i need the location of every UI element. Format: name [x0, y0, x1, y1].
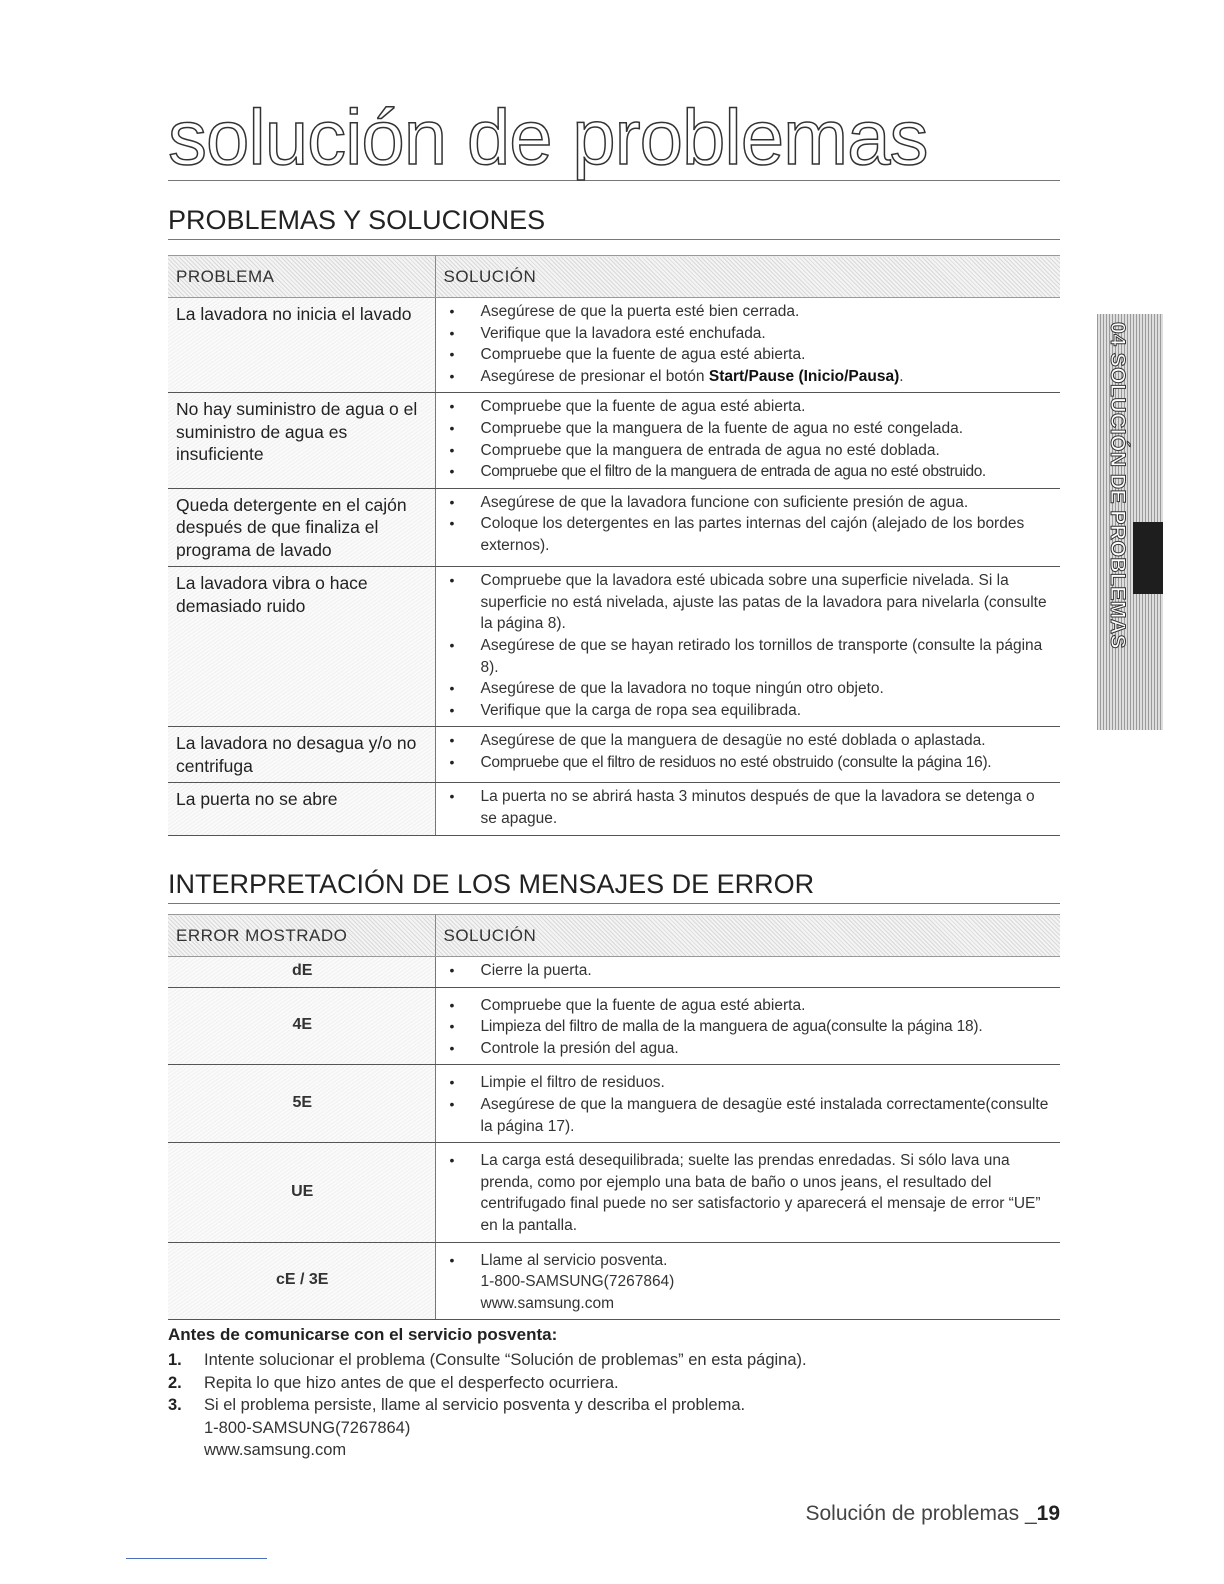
solution-text: Asegúrese de presionar el botón	[480, 367, 709, 385]
solution-item: • Limpie el filtro de residuos.	[444, 1072, 1055, 1094]
error-code: cE / 3E	[168, 1242, 435, 1320]
table-row	[168, 987, 1060, 1065]
table-row	[168, 1242, 1060, 1320]
table-row	[168, 783, 1060, 835]
table-row	[168, 393, 1060, 488]
before-service-section	[168, 1325, 1060, 1462]
problems-table	[168, 255, 1060, 836]
error-code: UE	[168, 1143, 435, 1242]
step-text: Repita lo que hizo antes de que el desperfecto ocurriera.	[204, 1373, 619, 1392]
header-error: ERROR MOSTRADO	[168, 915, 435, 957]
table-row	[168, 298, 1060, 393]
header-solution: SOLUCIÓN	[435, 256, 1060, 298]
errors-header-row	[168, 915, 1060, 957]
solution-item: • Controle la presión del agua.	[444, 1038, 1055, 1060]
start-pause-label: Start/Pause (Inicio/Pausa)	[708, 367, 900, 385]
solution-item: • La carga está desequilibrada; suelte las prendas enredadas. Si sólo lava una prenda, como por ejemplo una bata de baño o unos jeans, el resultado del centrifugado final puede no ser satisfactorio y aparecerá el mensaje de error “UE” en la pantalla.	[444, 1150, 1055, 1236]
solution-item: • Compruebe que el filtro de la manguera de entrada de agua no esté obstruido.	[444, 461, 1055, 483]
step-item	[168, 1394, 1060, 1462]
chapter-tab-label: 04 SOLUCIÓN DE PROBLEMAS	[1106, 322, 1129, 650]
solution-item: • Compruebe que la fuente de agua esté abierta.	[444, 344, 1055, 366]
problems-header-row	[168, 256, 1060, 298]
errors-table	[168, 914, 1060, 1320]
solution-item: • Compruebe que la fuente de agua esté abierta.	[444, 995, 1055, 1017]
error-code: 5E	[168, 1065, 435, 1143]
solution-item: • Asegúrese de que la lavadora no toque ningún otro objeto.	[444, 678, 1055, 700]
solution-cell	[435, 1065, 1060, 1143]
page-title: solución de problemas	[168, 98, 1060, 181]
solution-text: • Llame al servicio posventa.	[480, 1251, 668, 1269]
problem-cell: La puerta no se abre	[168, 783, 435, 835]
service-website: www.samsung.com	[204, 1441, 347, 1459]
solution-item: • Coloque los detergentes en las partes internas del cajón (alejado de los bordes externos).	[444, 513, 1055, 556]
page-footer	[805, 1502, 1060, 1526]
before-service-steps	[168, 1349, 1060, 1462]
solution-item: • Compruebe que la lavadora esté ubicada sobre una superficie nivelada. Si la superficie no está nivelada, ajuste las patas de la lavadora para nivelarla (consulte la página 8).	[444, 570, 1055, 635]
solution-item: • Asegúrese de que se hayan retirado los tornillos de transporte (consulte la página 8).	[444, 635, 1055, 678]
header-solution: SOLUCIÓN	[435, 915, 1060, 957]
step-item	[168, 1349, 1060, 1372]
table-row	[168, 1143, 1060, 1242]
solution-item: • Cierre la puerta.	[444, 960, 1055, 982]
section-title-errors: INTERPRETACIÓN DE LOS MENSAJES DE ERROR	[168, 871, 1060, 904]
table-row	[168, 488, 1060, 567]
error-code: 4E	[168, 987, 435, 1065]
solution-item: • Compruebe que el filtro de residuos no esté obstruido (consulte la página 16).	[444, 752, 1055, 774]
solution-cell	[435, 298, 1060, 393]
service-website: www.samsung.com	[480, 1294, 615, 1312]
step-number: 1.	[168, 1351, 182, 1369]
page-number: 19	[1036, 1502, 1060, 1525]
solution-cell	[435, 393, 1060, 488]
step-number: 3.	[168, 1396, 182, 1414]
table-row	[168, 957, 1060, 988]
problem-cell: La lavadora no desagua y/o no centrifuga	[168, 727, 435, 783]
solution-cell	[435, 1242, 1060, 1320]
header-problem: PROBLEMA	[168, 256, 435, 298]
problem-cell: La lavadora vibra o hace demasiado ruido	[168, 567, 435, 727]
problem-cell: La lavadora no inicia el lavado	[168, 298, 435, 393]
solution-item: • Asegúrese de que la manguera de desagüe no esté doblada o aplastada.	[444, 730, 1055, 752]
section-title-problems: PROBLEMAS Y SOLUCIONES	[168, 207, 1060, 240]
solution-cell	[435, 1143, 1060, 1242]
solution-item: • Verifique que la lavadora esté enchufada.	[444, 323, 1055, 345]
table-row	[168, 727, 1060, 783]
bottom-rule	[126, 1558, 267, 1559]
solution-item: • Compruebe que la manguera de entrada de agua no esté doblada.	[444, 440, 1055, 462]
error-code: dE	[168, 957, 435, 988]
solution-item: • Compruebe que la manguera de la fuente de agua no esté congelada.	[444, 418, 1055, 440]
table-row	[168, 1065, 1060, 1143]
step-number: 2.	[168, 1373, 182, 1392]
solution-cell	[435, 783, 1060, 835]
solution-item: • La puerta no se abrirá hasta 3 minutos después de que la lavadora se detenga o se apague.	[444, 786, 1055, 829]
solution-item	[444, 1250, 1055, 1315]
problem-cell: No hay suministro de agua o el suministro de agua es insuficiente	[168, 393, 435, 488]
solution-item: • Verifique que la carga de ropa sea equilibrada.	[444, 700, 1055, 722]
solution-item	[444, 366, 1055, 388]
step-text: Intente solucionar el problema (Consulte “Solución de problemas” en esta página).	[204, 1351, 807, 1369]
solution-item: • Asegúrese de que la manguera de desagüe esté instalada correctamente(consulte la página 17).	[444, 1094, 1055, 1137]
solution-item: • Limpieza del filtro de malla de la manguera de agua(consulte la página 18).	[444, 1016, 1055, 1038]
table-row	[168, 567, 1060, 727]
problem-cell: Queda detergente en el cajón después de que finaliza el programa de lavado	[168, 488, 435, 567]
solution-cell	[435, 987, 1060, 1065]
solution-cell	[435, 957, 1060, 988]
solution-cell	[435, 727, 1060, 783]
solution-item: • Asegúrese de que la lavadora funcione con suficiente presión de agua.	[444, 492, 1055, 514]
before-service-title: Antes de comunicarse con el servicio posventa:	[168, 1325, 558, 1344]
solution-cell	[435, 488, 1060, 567]
service-phone: 1-800-SAMSUNG(7267864)	[204, 1418, 411, 1437]
solution-item: • Compruebe que la fuente de agua esté abierta.	[444, 396, 1055, 418]
step-text: Si el problema persiste, llame al servicio posventa y describa el problema.	[204, 1396, 746, 1414]
footer-label: Solución de problemas _	[805, 1502, 1037, 1525]
service-phone: 1-800-SAMSUNG(7267864)	[480, 1273, 675, 1291]
step-item	[168, 1372, 1060, 1395]
solution-cell	[435, 567, 1060, 727]
solution-item: • Asegúrese de que la puerta esté bien cerrada.	[444, 301, 1055, 323]
solution-text-end: .	[899, 367, 904, 385]
chapter-tab-marker	[1133, 522, 1163, 594]
